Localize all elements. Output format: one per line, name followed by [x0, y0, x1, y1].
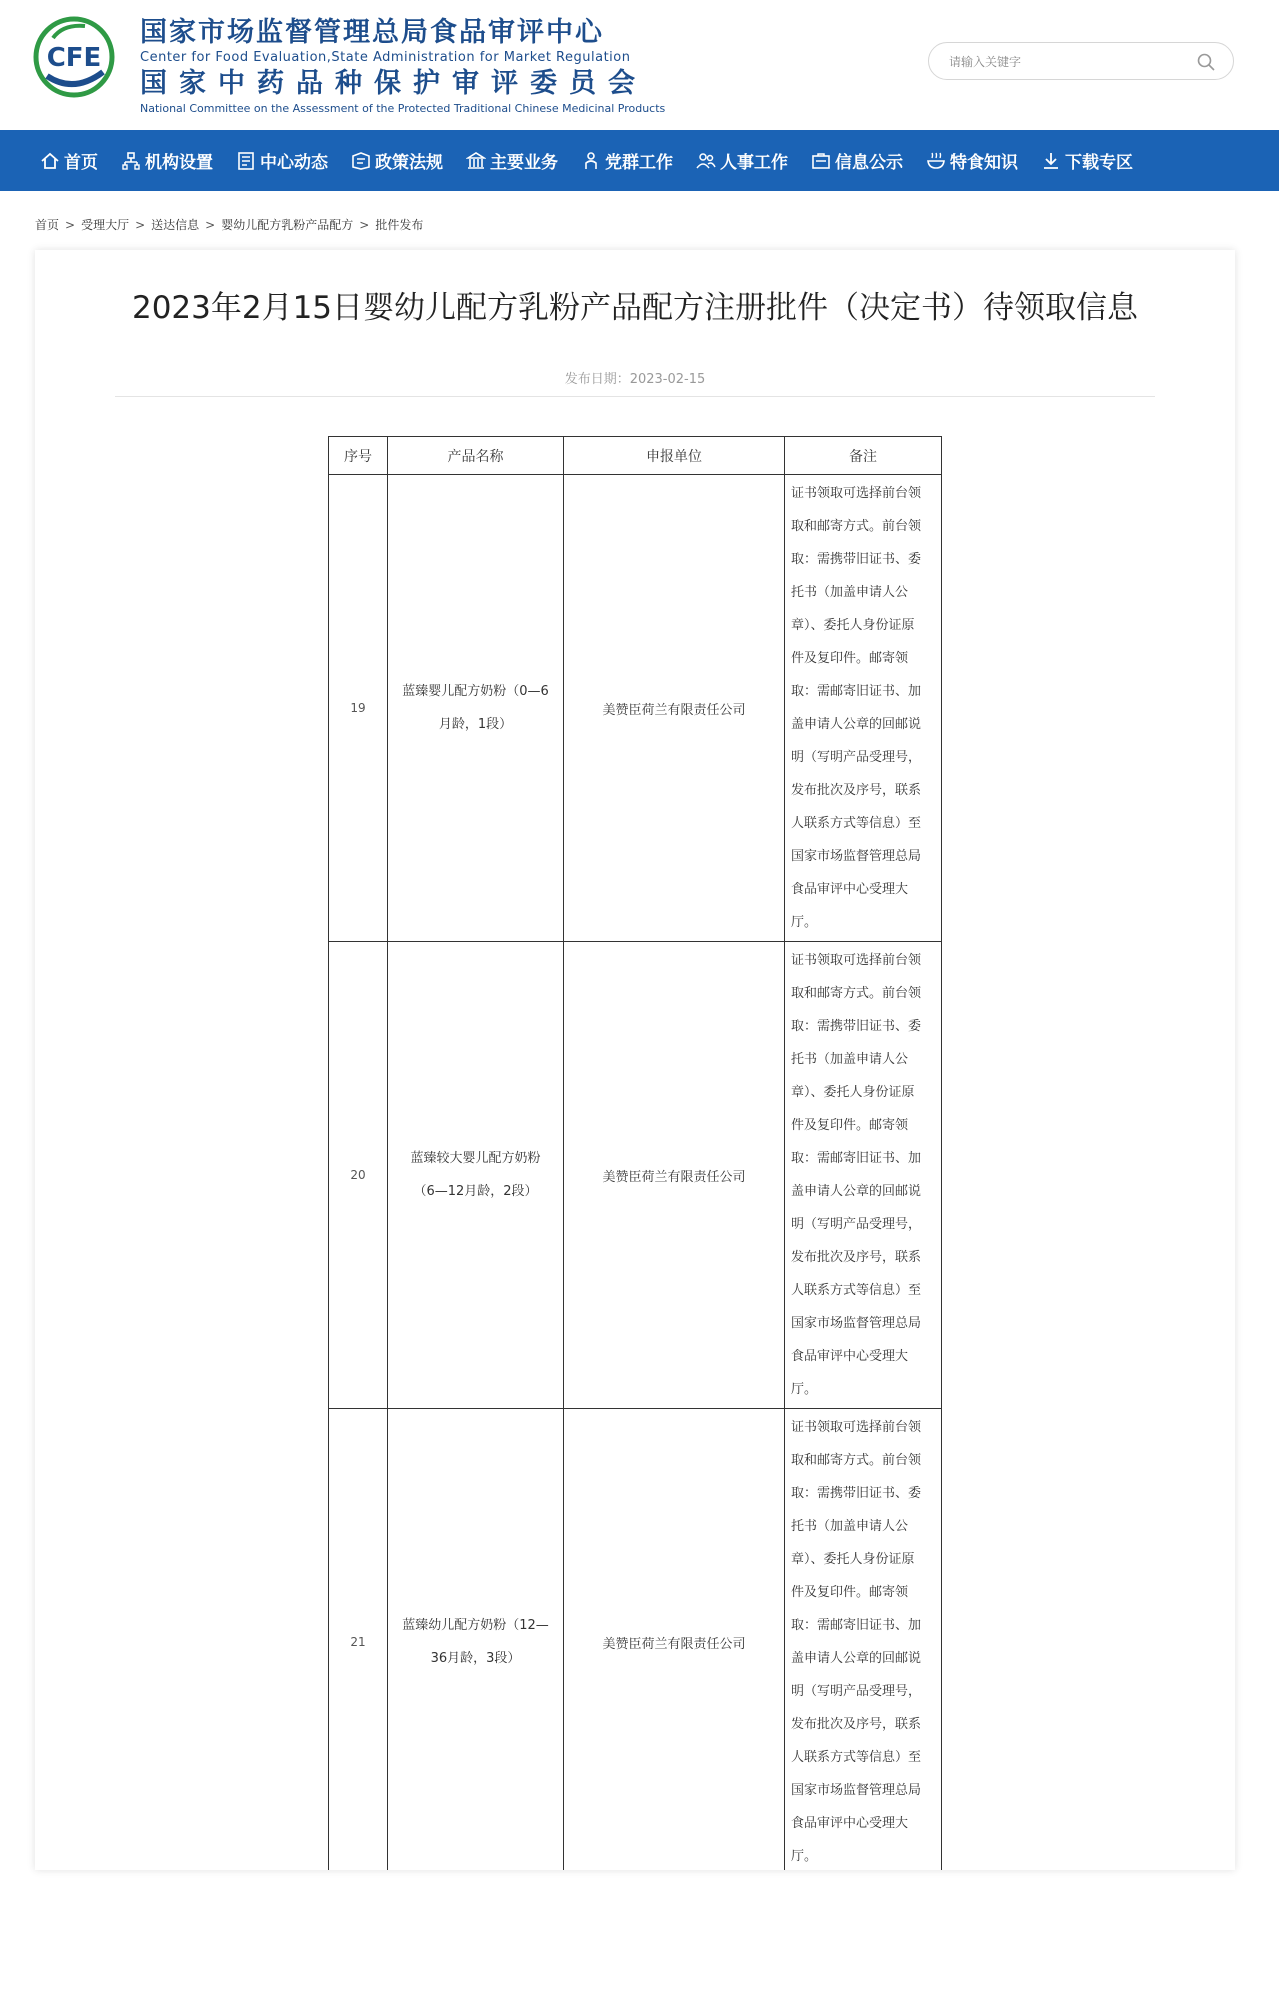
table-row — [329, 942, 942, 1409]
note-line: 章）、委托人身份证原 — [791, 1552, 915, 1567]
breadcrumb-separator: > — [65, 218, 76, 232]
nav-item-3[interactable] — [351, 148, 443, 173]
product-name-line: 蓝臻幼儿配方奶粉（12— — [402, 1618, 549, 1633]
info-icon — [811, 151, 831, 171]
brand-block — [140, 16, 666, 116]
note-line: 证书领取可选择前台领 — [791, 486, 922, 501]
note-line: 厅。 — [791, 1382, 818, 1397]
note-line: 取：需邮寄旧证书、加 — [791, 684, 922, 699]
building-icon — [466, 151, 486, 171]
nav-item-label: 机构设置 — [145, 153, 213, 173]
breadcrumb-link-3[interactable]: 婴幼儿配方乳粉产品配方 — [221, 218, 354, 232]
note-line: 取和邮寄方式。前台领 — [791, 1453, 922, 1468]
nav-item-label: 中心动态 — [260, 153, 328, 173]
home-icon — [40, 151, 60, 171]
note-line: 厅。 — [791, 1849, 818, 1864]
note-line: 取：需携带旧证书、委 — [791, 552, 922, 567]
product-name — [388, 1409, 564, 1871]
note-line: 证书领取可选择前台领 — [791, 1420, 922, 1435]
article-panel — [35, 250, 1235, 1870]
note-line: 盖申请人公章的回邮说 — [791, 717, 922, 732]
logo-text: CFE — [46, 43, 102, 73]
note-line: 证书领取可选择前台领 — [791, 953, 922, 968]
note-line: 章）、委托人身份证原 — [791, 618, 915, 633]
note-line: 发布批次及序号，联系 — [791, 1717, 922, 1732]
breadcrumb-separator: > — [205, 218, 216, 232]
nav-item-label: 政策法规 — [375, 153, 443, 173]
note-cell — [785, 942, 942, 1409]
note-line: 托书（加盖申请人公 — [791, 1052, 909, 1067]
nav-item-label: 下载专区 — [1065, 153, 1133, 173]
note-line: 取和邮寄方式。前台领 — [791, 986, 922, 1001]
site-header — [0, 0, 1279, 130]
header-note: 备注 — [785, 437, 942, 475]
product-name-line: 蓝臻较大婴儿配方奶粉 — [410, 1151, 541, 1166]
note-line: 盖申请人公章的回邮说 — [791, 1184, 922, 1199]
nav-item-label: 党群工作 — [605, 153, 673, 173]
note-line: 国家市场监督管理总局 — [791, 1316, 922, 1331]
nav-item-1[interactable] — [121, 148, 213, 173]
brand-title-cn: 国家市场监督管理总局食品审评中心 — [140, 17, 604, 48]
note-line: 明（写明产品受理号， — [791, 750, 922, 765]
note-line: 件及复印件。邮寄领 — [791, 1118, 909, 1133]
policy-icon — [351, 151, 371, 171]
nav-item-6[interactable] — [696, 148, 788, 173]
publish-date: 发布日期：2023-02-15 — [564, 372, 706, 387]
nav-item-label: 信息公示 — [835, 153, 903, 173]
note-line: 明（写明产品受理号， — [791, 1684, 922, 1699]
company-name: 美赞臣荷兰有限责任公司 — [564, 942, 785, 1409]
product-name-line: 蓝臻婴儿配方奶粉（0—6 — [402, 684, 549, 699]
breadcrumb-link-2[interactable]: 送达信息 — [151, 218, 200, 232]
row-index: 21 — [329, 1409, 388, 1871]
note-line: 国家市场监督管理总局 — [791, 1783, 922, 1798]
note-line: 章）、委托人身份证原 — [791, 1085, 915, 1100]
news-icon — [236, 151, 256, 171]
note-line: 人联系方式等信息）至 — [791, 1750, 922, 1765]
note-line: 盖申请人公章的回邮说 — [791, 1651, 922, 1666]
note-line: 发布批次及序号，联系 — [791, 783, 922, 798]
note-line: 取：需携带旧证书、委 — [791, 1019, 922, 1034]
note-line: 食品审评中心受理大 — [791, 1816, 909, 1831]
breadcrumb — [35, 216, 423, 233]
nav-item-0[interactable] — [40, 148, 98, 173]
note-line: 食品审评中心受理大 — [791, 1349, 909, 1364]
note-line: 件及复印件。邮寄领 — [791, 1585, 909, 1600]
header-product: 产品名称 — [388, 437, 564, 475]
note-cell — [785, 475, 942, 942]
note-line: 托书（加盖申请人公 — [791, 1519, 909, 1534]
header-company: 申报单位 — [564, 437, 785, 475]
breadcrumb-link-4[interactable]: 批件发布 — [375, 218, 424, 232]
breadcrumb-separator: > — [135, 218, 146, 232]
product-name — [388, 942, 564, 1409]
committee-title-cn: 国家中药品种保护审评委员会 — [140, 68, 647, 99]
nav-item-label: 特食知识 — [950, 153, 1018, 173]
org-icon — [121, 151, 141, 171]
person-icon — [581, 151, 601, 171]
article-title: 2023年2月15日婴幼儿配方乳粉产品配方注册批件（决定书）待领取信息 — [131, 290, 1139, 326]
company-name: 美赞臣荷兰有限责任公司 — [564, 1409, 785, 1871]
company-name: 美赞臣荷兰有限责任公司 — [564, 475, 785, 942]
nav-item-5[interactable] — [581, 148, 673, 173]
note-line: 食品审评中心受理大 — [791, 882, 909, 897]
note-line: 发布批次及序号，联系 — [791, 1250, 922, 1265]
approval-table — [328, 436, 942, 1870]
nav-item-label: 人事工作 — [720, 153, 788, 173]
food-icon — [926, 151, 946, 171]
breadcrumb-link-1[interactable]: 受理大厅 — [81, 218, 130, 232]
note-line: 明（写明产品受理号， — [791, 1217, 922, 1232]
note-line: 取和邮寄方式。前台领 — [791, 519, 922, 534]
main-nav — [0, 130, 1279, 191]
product-name-line: 36月龄，3段） — [430, 1651, 521, 1666]
row-index: 20 — [329, 942, 388, 1409]
note-line: 人联系方式等信息）至 — [791, 816, 922, 831]
breadcrumb-link-0[interactable]: 首页 — [35, 218, 60, 232]
divider — [115, 396, 1155, 397]
note-line: 取：需携带旧证书、委 — [791, 1486, 922, 1501]
nav-item-7[interactable] — [811, 148, 903, 173]
table-header-row — [329, 437, 942, 475]
brand-title-en: Center for Food Evaluation,State Administration for Market Regulation — [140, 50, 631, 65]
note-line: 取：需邮寄旧证书、加 — [791, 1618, 922, 1633]
search-input[interactable] — [947, 51, 1191, 73]
table-row — [329, 1409, 942, 1871]
search-icon[interactable] — [1197, 53, 1215, 71]
note-line: 件及复印件。邮寄领 — [791, 651, 909, 666]
note-line: 取：需邮寄旧证书、加 — [791, 1151, 922, 1166]
nav-item-label: 主要业务 — [490, 153, 558, 173]
note-line: 国家市场监督管理总局 — [791, 849, 922, 864]
note-line: 厅。 — [791, 915, 818, 930]
note-cell — [785, 1409, 942, 1871]
product-name-line: （6—12月龄，2段） — [413, 1184, 538, 1199]
nav-item-4[interactable] — [466, 148, 558, 173]
download-icon — [1041, 151, 1061, 171]
cfe-logo[interactable] — [33, 16, 115, 98]
header-index: 序号 — [329, 437, 388, 475]
product-name — [388, 475, 564, 942]
nav-item-2[interactable] — [236, 148, 328, 173]
note-line: 托书（加盖申请人公 — [791, 585, 909, 600]
breadcrumb-separator: > — [359, 218, 370, 232]
row-index: 19 — [329, 475, 388, 942]
people-icon — [696, 151, 716, 171]
nav-item-8[interactable] — [926, 148, 1018, 173]
nav-item-9[interactable] — [1041, 148, 1133, 173]
product-name-line: 月龄，1段） — [438, 717, 513, 732]
search-box — [928, 42, 1234, 80]
committee-title-en: National Committee on the Assessment of the Protected Traditional Chinese Medicinal Products — [140, 102, 666, 115]
nav-item-label: 首页 — [64, 153, 98, 173]
note-line: 人联系方式等信息）至 — [791, 1283, 922, 1298]
table-row — [329, 475, 942, 942]
